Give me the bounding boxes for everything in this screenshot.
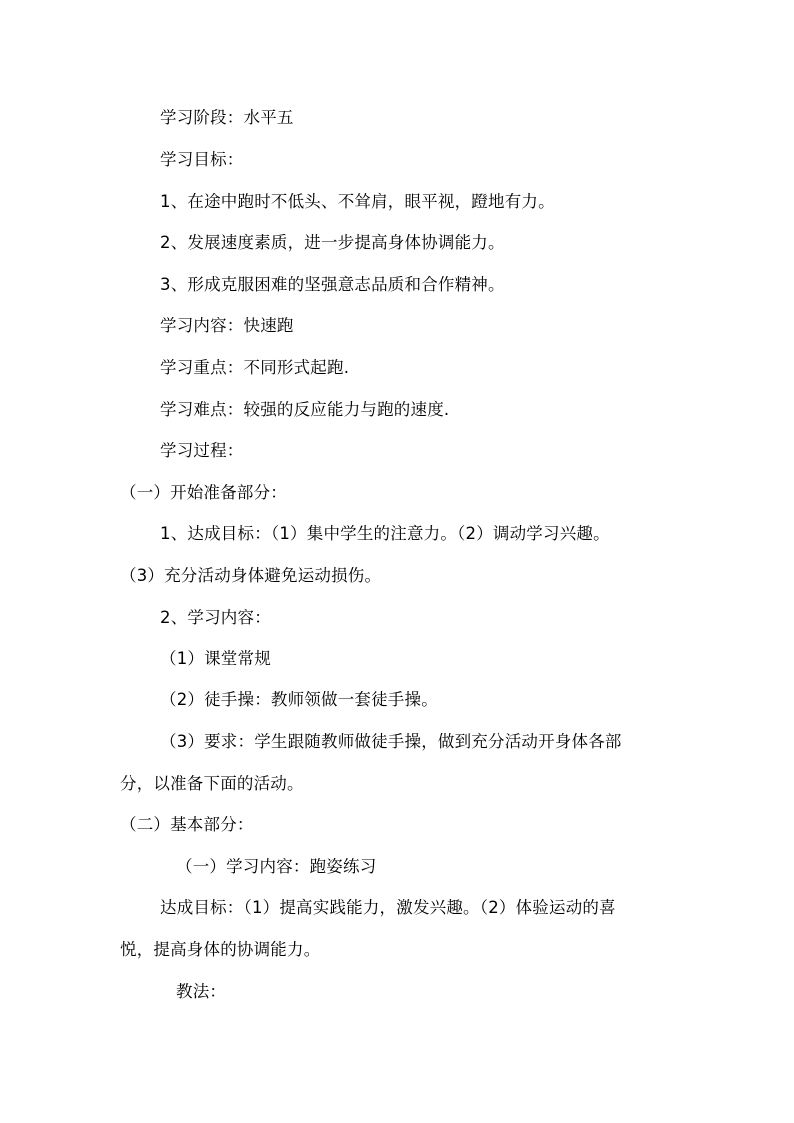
requirement-line: （3）要求：学生跟随教师做徒手操，做到充分活动开身体各部 [160, 732, 622, 751]
freehand-exercise-line: （2）徒手操：教师领做一套徒手操。 [160, 690, 438, 709]
basic-goal-continuation: 悦，提高身体的协调能力。 [120, 940, 321, 959]
preparation-goal-line: 1、达成目标：（1）集中学生的注意力。（2）调动学习兴趣。 [160, 524, 610, 543]
goal-item-3: 3、形成克服困难的坚强意志品质和合作精神。 [160, 275, 505, 294]
goal-item-1: 1、在途中跑时不低头、不耸肩，眼平视，蹬地有力。 [160, 192, 555, 211]
basic-goal-line: 达成目标：（1）提高实践能力，激发兴趣。（2）体验运动的喜 [160, 898, 616, 917]
requirement-continuation: 分，以准备下面的活动。 [120, 774, 304, 793]
preparation-content-heading: 2、学习内容： [160, 608, 271, 627]
classroom-routine-line: （1）课堂常规 [160, 649, 271, 668]
study-stage-line: 学习阶段：水平五 [160, 108, 294, 127]
section-heading-basic: （二）基本部分： [120, 815, 254, 834]
section-heading-preparation: （一）开始准备部分： [120, 483, 287, 502]
learning-difficulty-line: 学习难点：较强的反应能力与跑的速度. [160, 400, 450, 419]
goal-item-2: 2、发展速度素质，进一步提高身体协调能力。 [160, 233, 505, 252]
learning-goals-heading: 学习目标： [160, 150, 244, 169]
learning-content-line: 学习内容：快速跑 [160, 316, 294, 335]
learning-focus-line: 学习重点：不同形式起跑. [160, 358, 350, 377]
learning-process-heading: 学习过程： [160, 441, 244, 460]
basic-content-heading: （一）学习内容：跑姿练习 [176, 857, 377, 876]
teaching-method-heading: 教法： [176, 982, 227, 1001]
preparation-goal-continuation: （3）充分活动身体避免运动损伤。 [120, 566, 382, 585]
